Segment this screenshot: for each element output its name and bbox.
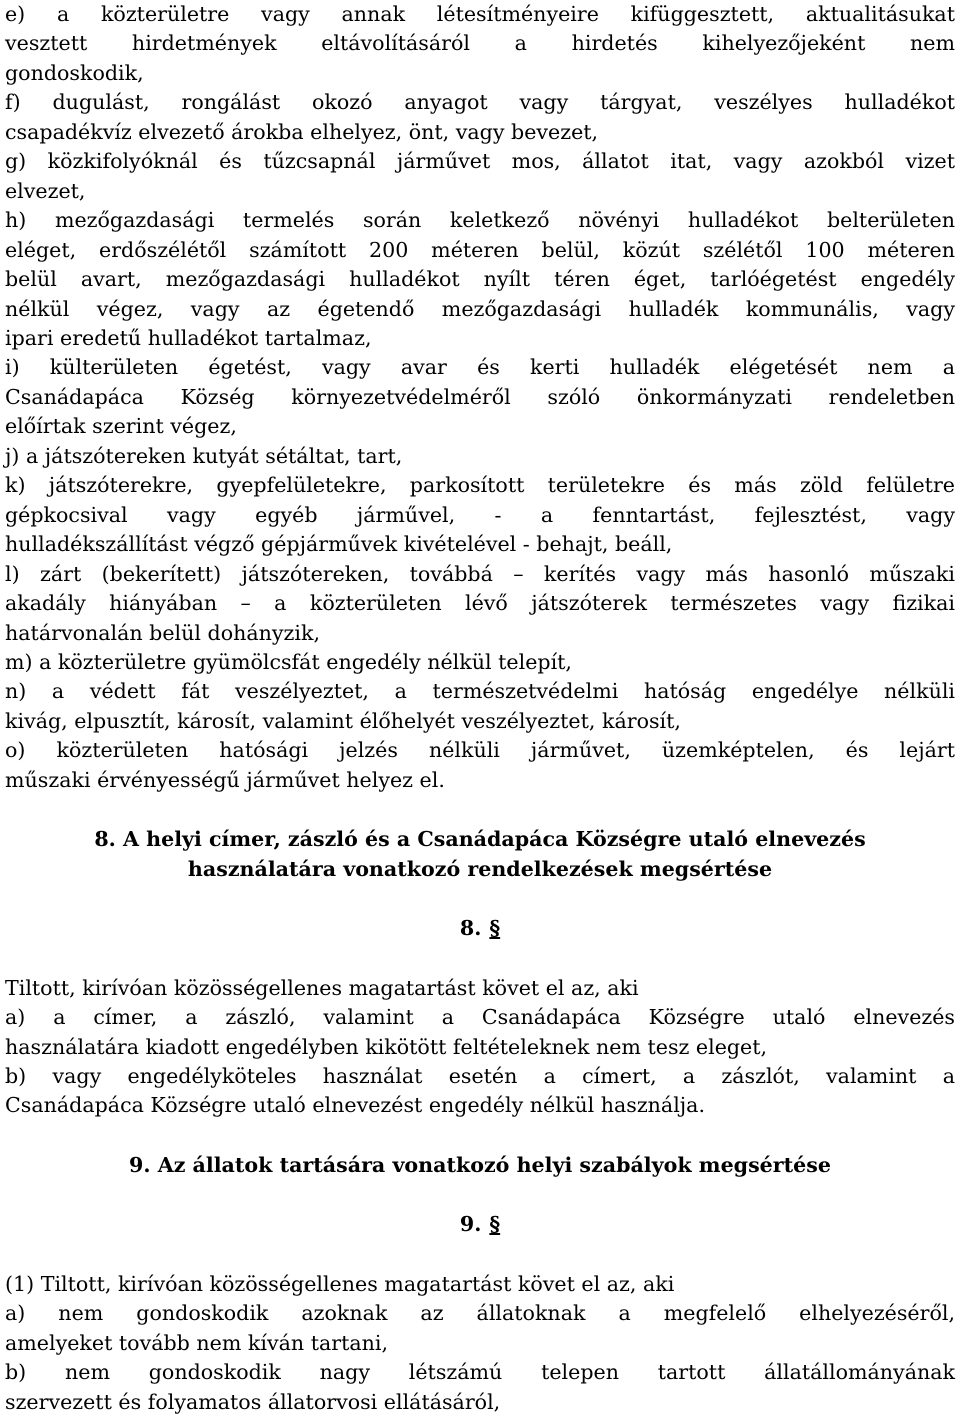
list-item-o [5,736,955,795]
text-line: f) dugulást, rongálást okozó anyagot vagy tárgyat, veszélyes hulladékot [5,90,955,115]
text-line: l) zárt (bekerített) játszótereken, továbbá – kerítés vagy más hasonló műszaki [5,561,955,586]
text-line: csapadékvíz elvezető árokba elhelyez, önt, vagy bevezet, [5,119,599,144]
text-line: amelyeket tovább nem kíván tartani, [5,1330,389,1355]
text-line: nélkül végez, vagy az égetendő mezőgazdasági hulladék kommunális, vagy [5,296,955,321]
spacer [5,1180,955,1210]
text-line: szervezett és folyamatos állatorvosi ellátásáról, [5,1389,501,1414]
text-line: a) nem gondoskodik azoknak az állatoknak a megfelelő elhelyezéséről, [5,1301,955,1326]
list-item-f [5,88,955,147]
text-line: i) külterületen égetést, vagy avar és kerti hulladék elégetését nem a [5,355,955,380]
text-line: hulladékszállítást végző gépjárművek kivételével - behajt, beáll, [5,532,673,557]
text-line: műszaki érvényességű járművet helyez el. [5,767,445,792]
text-line: j) a játszótereken kutyát sétáltat, tart, [5,443,403,468]
list-item-b [5,1062,955,1121]
list-item-m [5,648,955,677]
text-line: akadály hiányában – a közterületen lévő játszóterek természetes vagy fizikai [5,591,955,616]
paragraph-number [5,914,955,943]
section-8 [5,825,955,1121]
text-line: Csanádapáca Községre utaló elnevezést engedély nélkül használja. [5,1093,706,1118]
text-line: elvezet, [5,178,86,203]
document-page [5,0,955,1417]
list-item-k [5,471,955,559]
text-line: gondoskodik, [5,60,144,85]
text-line: b) nem gondoskodik nagy létszámú telepen tartott állatállományának [5,1360,955,1385]
text-line: gépkocsival vagy egyéb járművel, - a fenntartást, fejlesztést, vagy [5,502,955,527]
list-item-g [5,147,955,206]
text-line: kivág, elpusztít, károsít, valamint élőhelyét veszélyeztet, károsít, [5,708,681,733]
spacer [5,795,955,825]
section-9 [5,1151,955,1417]
list-item-i [5,353,955,441]
list-item-e [5,0,955,88]
paragraph-number-value: 9. [459,1212,482,1237]
spacer [5,944,955,974]
paragraph-number-value: 8. [459,916,482,941]
text-line: e) a közterületre vagy annak létesítményeire kifüggesztett, aktualitásukat [5,2,955,26]
section-heading: 9. Az állatok tartására vonatkozó helyi szabályok megsértése [129,1152,831,1177]
spacer [5,1240,955,1270]
paragraph-sign: § [489,916,501,941]
text-line: n) a védett fát veszélyeztet, a természetvédelmi hatóság engedélye nélküli [5,679,955,704]
text-line: m) a közterületre gyümölcsfát engedély nélkül telepít, [5,649,572,674]
text-line: belül avart, mezőgazdasági hulladékot nyílt téren éget, tarlóégetést engedély [5,267,955,292]
list-item-n [5,677,955,736]
text-line: g) közkifolyóknál és tűzcsapnál járművet mos, állatot itat, vagy azokból vizet [5,149,955,174]
list-item-b [5,1358,955,1417]
list-item-a [5,1299,955,1358]
list-items-top [5,0,955,795]
paragraph-number [5,1210,955,1239]
text-line: használatára kiadott engedélyben kikötött feltételeknek nem tesz eleget, [5,1034,768,1059]
paragraph-sign: § [489,1212,501,1237]
list-item-h [5,206,955,353]
list-item-a [5,1003,955,1062]
text-line: vesztett hirdetmények eltávolításáról a hirdetés kihelyezőjeként nem [5,31,955,56]
spacer [5,884,955,914]
text-line: a) a címer, a zászló, valamint a Csanádapáca Községre utaló elnevezés [5,1005,955,1030]
text-line: előírtak szerint végez, [5,414,237,439]
text-line: Csanádapáca Község környezetvédelméről szóló önkormányzati rendeletben [5,384,955,409]
text-line: k) játszóterekre, gyepfelületekre, parkosított területekre és más zöld felületre [5,473,955,498]
list-item-l [5,560,955,648]
text-line: eléget, erdőszélétől számított 200 méteren belül, közút szélétől 100 méteren [5,237,955,262]
section-heading: 8. A helyi címer, zászló és a Csanádapáca Községre utaló elnevezés [94,827,866,852]
text-line: határvonalán belül dohányzik, [5,620,321,645]
text-line: Tiltott, kirívóan közösségellenes magatartást követ el az, aki [5,975,639,1000]
text-line: (1) Tiltott, kirívóan közösségellenes magatartást követ el az, aki [5,1271,675,1296]
spacer [5,1121,955,1151]
text-line: o) közterületen hatósági jelzés nélküli járművet, üzemképtelen, és lejárt [5,738,955,763]
section-heading: használatára vonatkozó rendelkezések megsértése [187,856,773,881]
text-line: b) vagy engedélyköteles használat esetén a címert, a zászlót, valamint a [5,1063,955,1088]
text-line: h) mezőgazdasági termelés során keletkező növényi hulladékot belterületen [5,208,955,233]
list-item-j [5,442,955,471]
text-line: ipari eredetű hulladékot tartalmaz, [5,325,372,350]
